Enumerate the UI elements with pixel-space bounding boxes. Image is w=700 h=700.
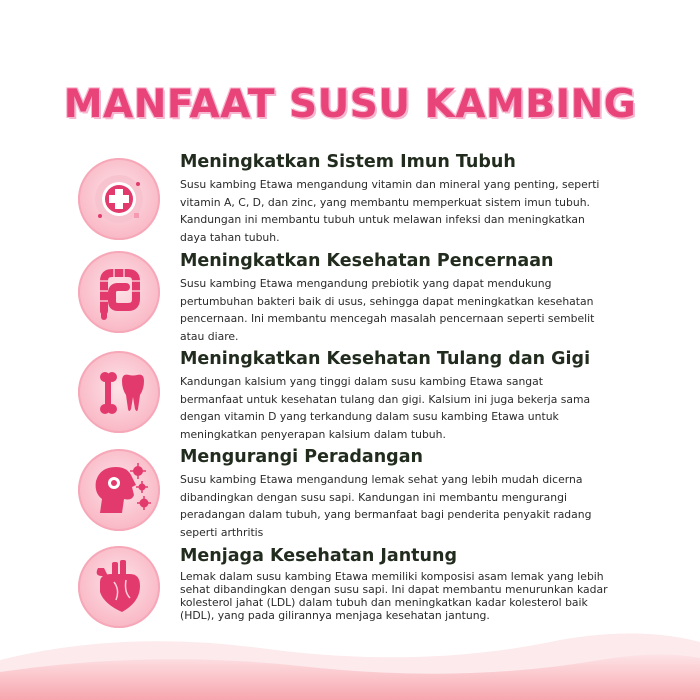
benefit-title: Mengurangi Peradangan: [180, 447, 423, 467]
intestine-icon: [78, 251, 160, 333]
bottom-wave-decoration: [0, 620, 700, 700]
benefit-title: Meningkatkan Kesehatan Pencernaan: [180, 251, 554, 271]
page-title: MANFAAT SUSU KAMBING: [63, 82, 637, 127]
benefit-description: Susu kambing Etawa mengandung vitamin dan mineral yang penting, seperti vitamin A, C, D, dan zinc, yang membantu memperkuat sistem imun tubuh. Kandungan ini membantu tubuh untuk melawan infeksi dan meningkatkan daya tahan tubuh.: [180, 178, 600, 244]
benefit-title: Meningkatkan Sistem Imun Tubuh: [180, 152, 516, 172]
benefit-description: Susu kambing Etawa mengandung lemak sehat yang lebih mudah dicerna dibandingkan dengan susu sapi. Kandungan ini membantu mengurangi peradangan dalam tubuh, yang bermanfaat bagi penderita penyakit radang seperti arthritis: [180, 473, 592, 539]
inflammation-head-icon: [78, 449, 160, 531]
benefit-item-inflammation: [0, 447, 700, 547]
benefit-title: Menjaga Kesehatan Jantung: [180, 546, 457, 566]
benefit-description: Lemak dalam susu kambing Etawa memiliki komposisi asam lemak yang lebih sehat dibandingkan dengan susu sapi. Ini dapat membantu menurunkan kadar kolesterol jahat (LDL) dalam tubuh dan meningkatkan kadar kolesterol baik (HDL), yang pada gilirannya menjaga kesehatan jantung.: [180, 570, 608, 622]
bone-tooth-icon: [78, 351, 160, 433]
benefit-item-bone-teeth: [0, 349, 700, 449]
benefit-item-digestion: [0, 251, 700, 351]
benefit-description: Susu kambing Etawa mengandung prebiotik yang dapat mendukung pertumbuhan bakteri baik di usus, sehingga dapat meningkatkan kesehatan pencernaan. Ini membantu mencegah masalah pencernaan seperti sembelit atau diare.: [180, 277, 595, 343]
medical-cross-icon: [78, 158, 160, 240]
benefit-description: Kandungan kalsium yang tinggi dalam susu kambing Etawa sangat bermanfaat untuk kesehatan tulang dan gigi. Kalsium ini juga bekerja sama dengan vitamin D yang terkandung dalam susu kambing Etawa untuk meningkatkan penyerapan kalsium dalam tubuh.: [180, 375, 591, 441]
heart-icon: [78, 546, 160, 628]
benefit-item-immune: [0, 152, 700, 252]
benefit-title: Meningkatkan Kesehatan Tulang dan Gigi: [180, 349, 591, 369]
